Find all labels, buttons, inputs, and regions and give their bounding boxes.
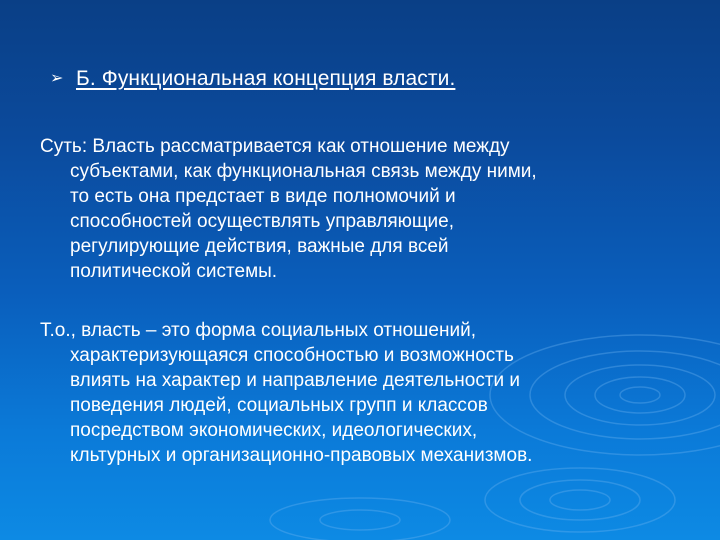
paragraph-line: политической системы. [70,261,278,282]
paragraph-essence [40,134,680,284]
paragraph-line: то есть она предстает в виде полномочий и [70,186,456,207]
paragraph-line: поведения людей, социальных групп и классов [70,395,488,416]
paragraph-line: регулирующие действия, важные для всей [70,236,449,257]
paragraph-line: влиять на характер и направление деятельности и [70,370,521,391]
paragraph-conclusion [40,318,680,468]
paragraph-line: Суть: Власть рассматривается как отношение между [40,136,510,157]
arrow-bullet-icon: ➢ [50,70,64,87]
heading-row [50,62,690,96]
paragraph-line: кльтурных и организационно-правовых механизмов. [70,445,533,466]
paragraph-line: посредством экономических, идеологических, [70,420,478,441]
paragraph-line: характеризующаяся способностью и возможность [70,345,514,366]
paragraph-line: Т.о., власть – это форма социальных отношений, [40,320,476,341]
slide-heading: Б. Функциональная концепция власти. [76,67,456,90]
paragraph-line: субъектами, как функциональная связь между ними, [70,161,537,182]
paragraph-line: способностей осуществлять управляющие, [70,211,454,232]
